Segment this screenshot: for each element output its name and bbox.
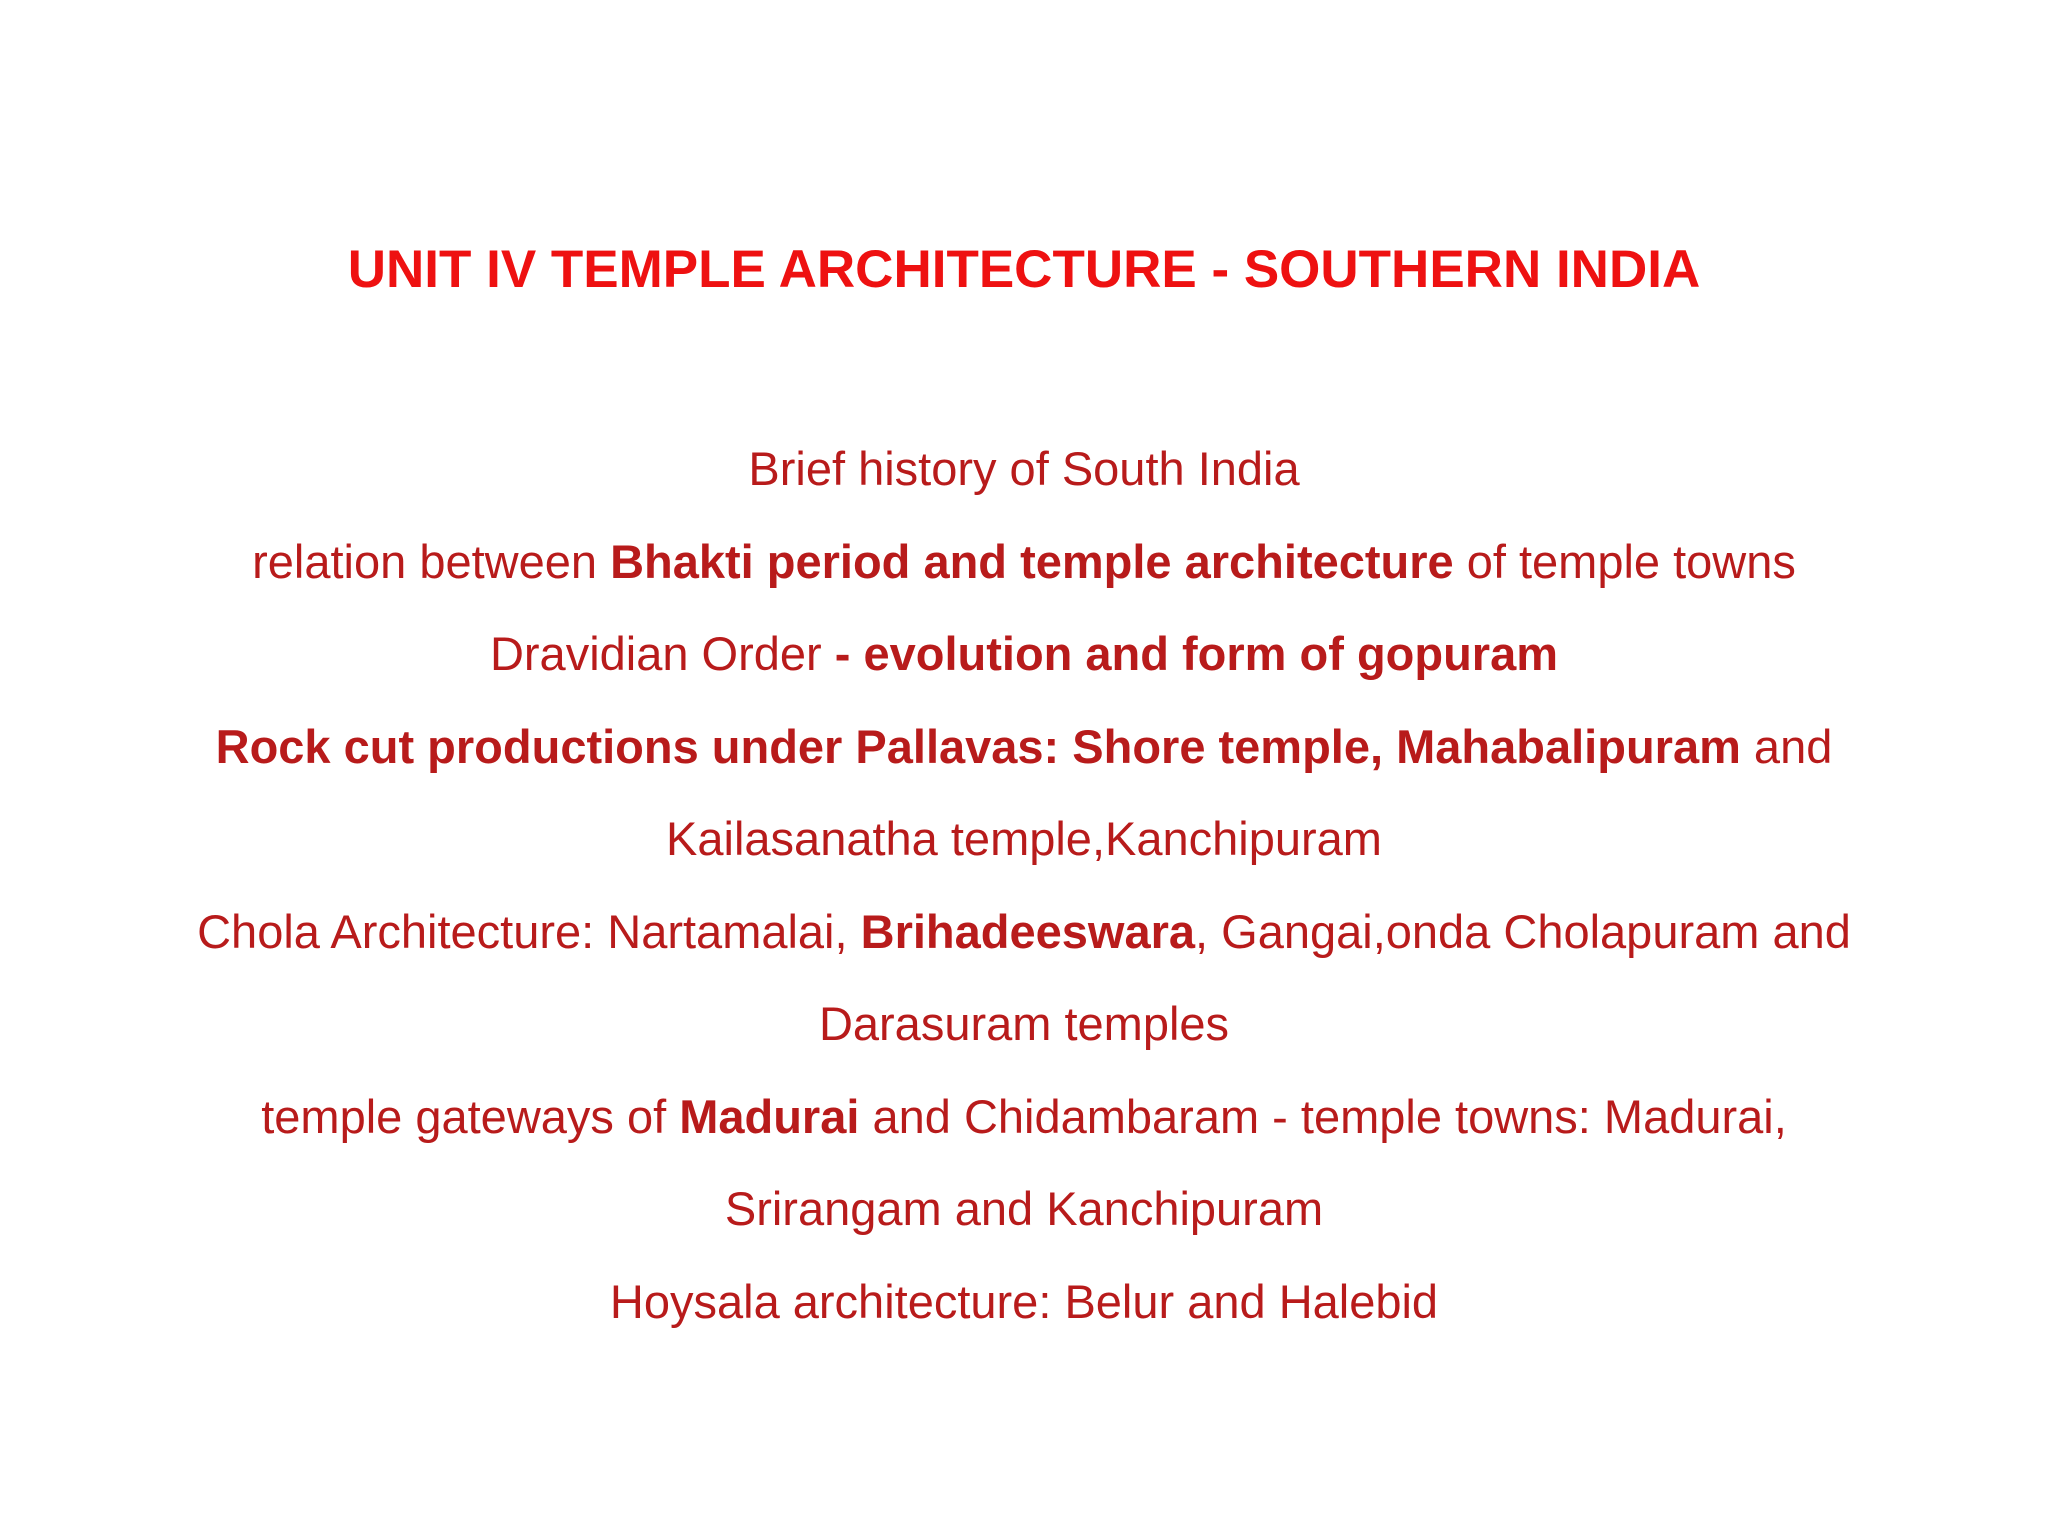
line-text: Dravidian Order xyxy=(489,627,835,680)
line-dravidian-order xyxy=(0,608,2048,701)
line-text: relation between xyxy=(252,534,611,588)
line-bhakti-relation xyxy=(0,516,2048,609)
line-temple-gateways xyxy=(0,1071,2048,1164)
line-brief-history xyxy=(0,423,2048,516)
line-text: Darasuram temples xyxy=(818,997,1230,1050)
line-text: Chola Architecture: Nartamalai, xyxy=(197,904,861,958)
line-text: Hoysala architecture: Belur and Halebid xyxy=(609,1274,1439,1328)
line-text: Srirangam and Kanchipuram xyxy=(724,1182,1324,1235)
line-rock-cut xyxy=(0,701,2048,794)
slide-title: UNIT IV TEMPLE ARCHITECTURE - SOUTHERN INDIA xyxy=(347,240,1701,299)
line-text: and xyxy=(1740,719,1833,773)
line-kailasanatha xyxy=(0,793,2048,886)
line-text: and Chidambaram - temple towns: Madurai, xyxy=(859,1089,1787,1143)
line-hoysala xyxy=(0,1256,2048,1349)
line-darasuram xyxy=(0,978,2048,1071)
line-text: Kailasanatha temple,Kanchipuram xyxy=(666,812,1382,865)
line-bold-text: - evolution and form of gopuram xyxy=(834,627,1559,680)
line-text: , Gangai,onda Cholapuram and xyxy=(1195,904,1851,958)
line-chola-architecture xyxy=(0,886,2048,979)
line-bold-text: Brihadeeswara xyxy=(860,904,1196,958)
slide-body xyxy=(0,423,2048,1348)
line-bold-text: Madurai xyxy=(679,1089,860,1143)
line-text: of temple towns xyxy=(1453,534,1796,588)
line-text: temple gateways of xyxy=(261,1089,680,1143)
line-srirangam xyxy=(0,1163,2048,1256)
line-bold-text: Bhakti period and temple architecture xyxy=(610,534,1454,588)
line-text: Brief history of South India xyxy=(748,442,1300,495)
line-bold-text: Rock cut productions under Pallavas: Shore temple, Mahabalipuram xyxy=(215,719,1741,773)
